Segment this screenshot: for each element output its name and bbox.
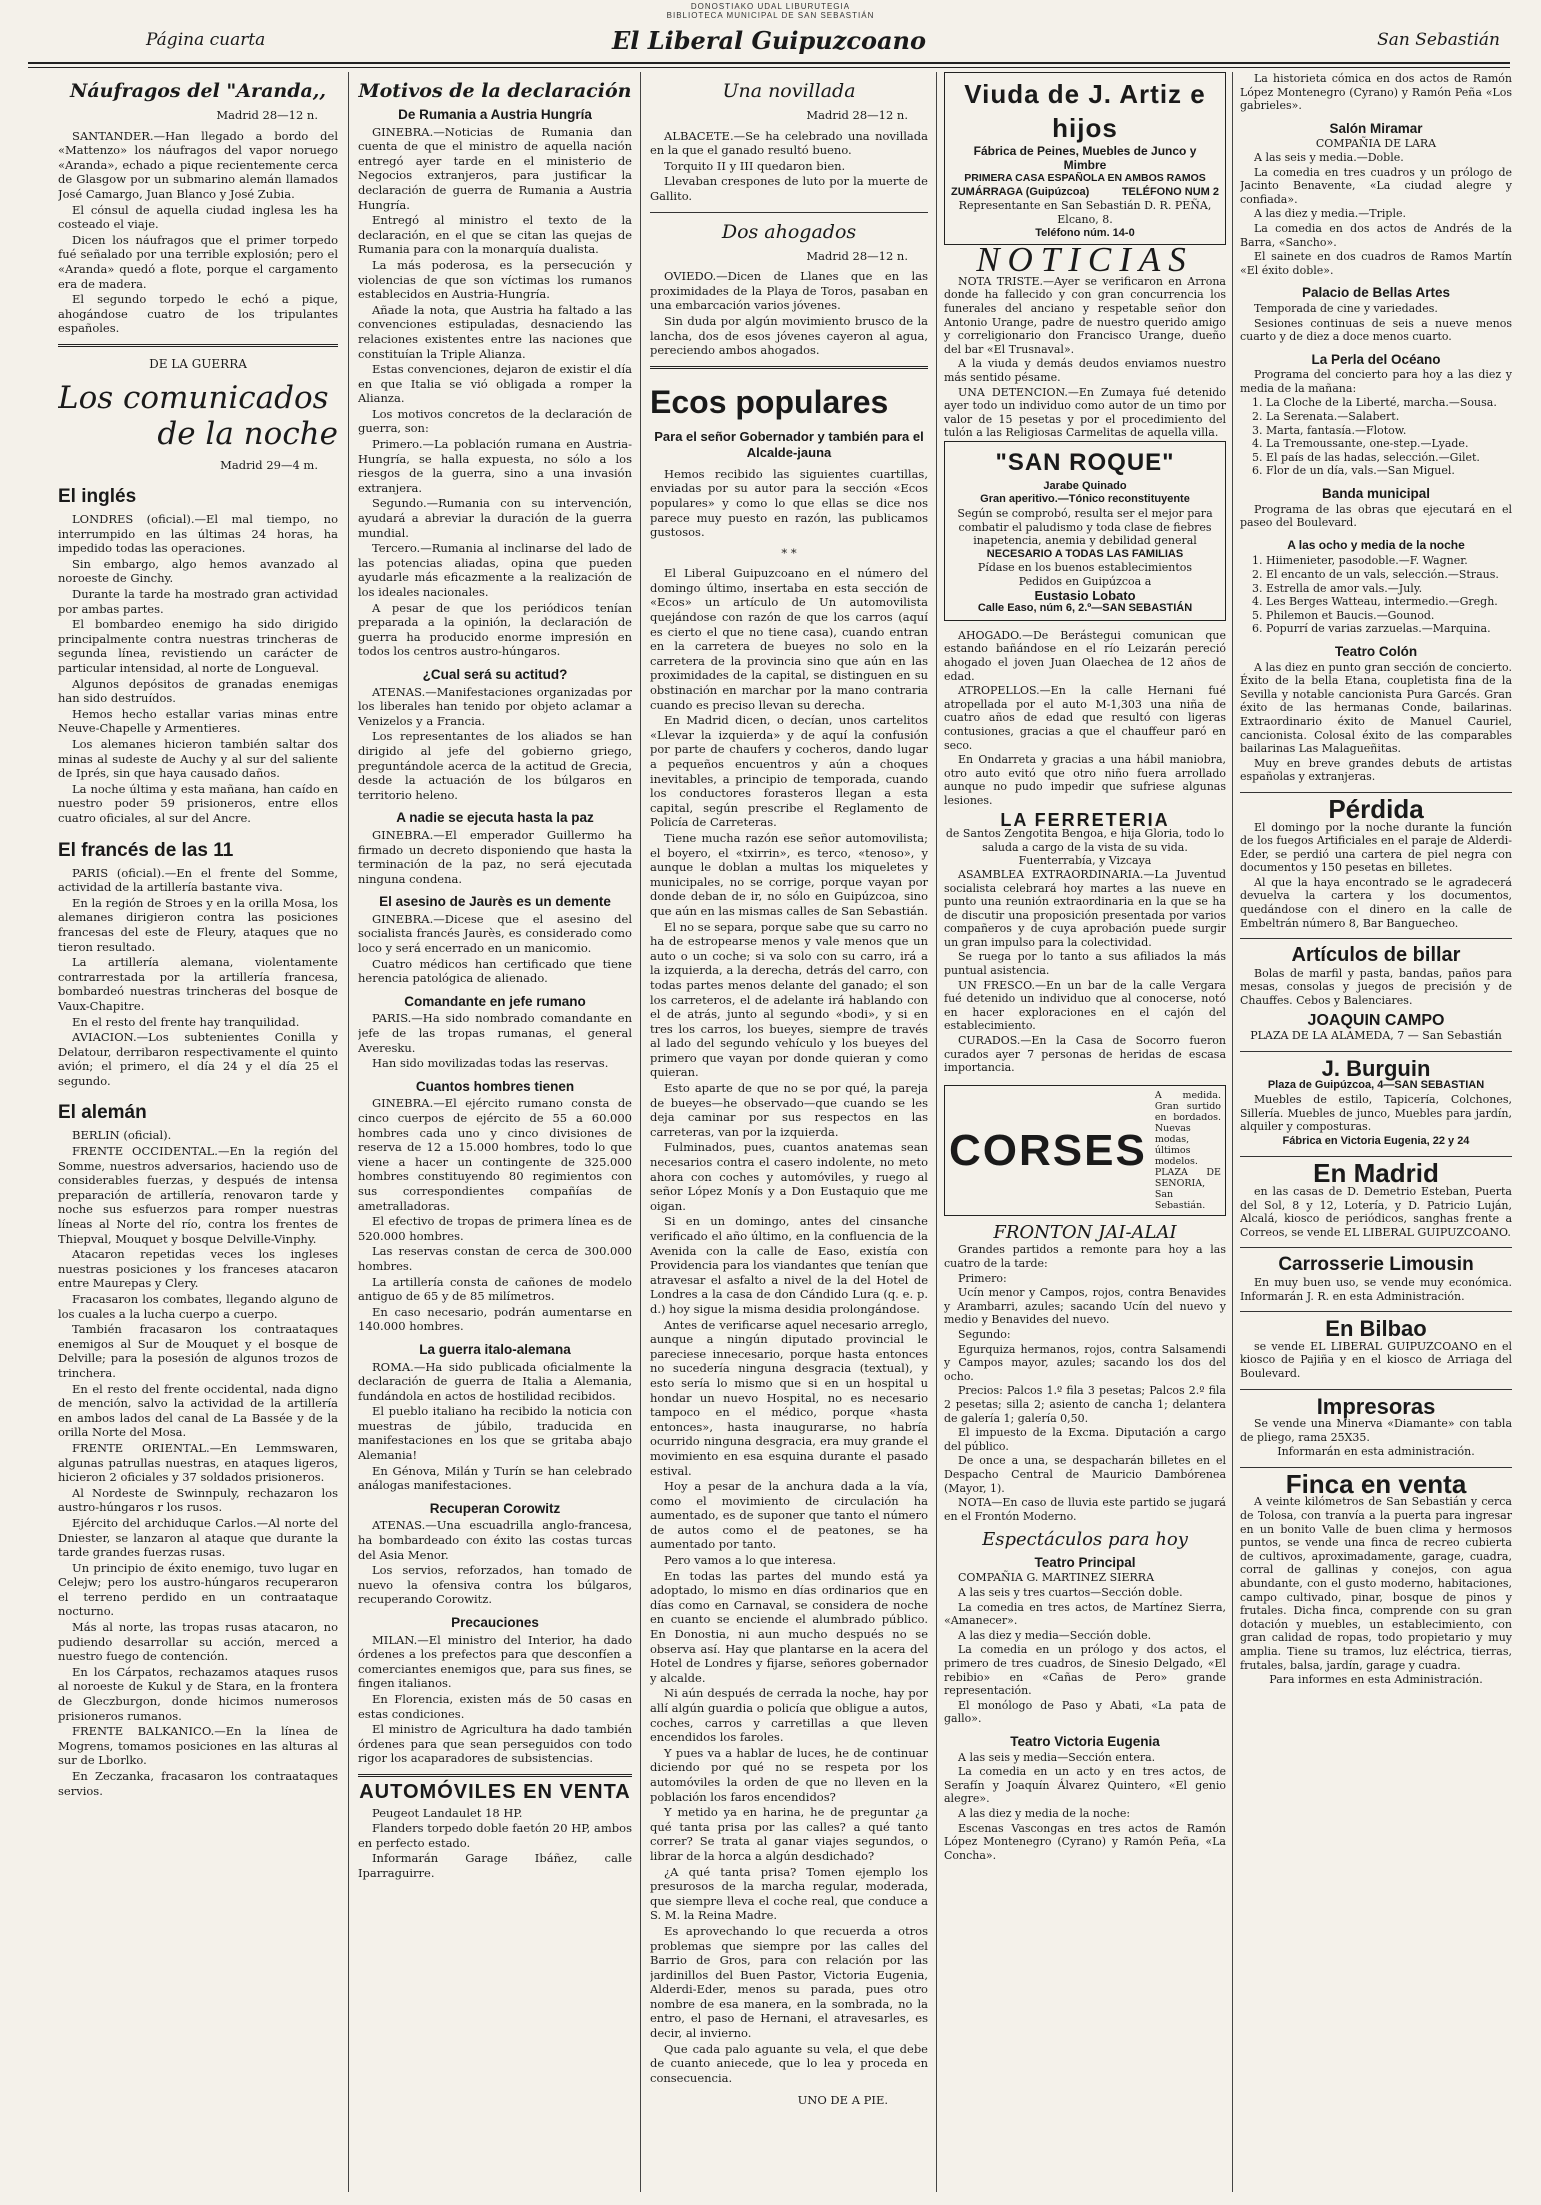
paragraph: COMPAÑIA G. MARTINEZ SIERRA [958, 1571, 1155, 1585]
ad-line: ZUMÁRRAGA (Guipúzcoa) [951, 185, 1090, 198]
paragraph: A las diez en punto gran sección de concierto. Éxito de la bella Etana, coupletista fina de la Sevilla y notable cancionista Pura Garcés. Gran éxito de las hermanas Conde, bailarinas. Extraordinario éxito de Manuel Cauriel, cancionista. Colosal éxito de las comparables bailarinas Las Malagueñitas. [1240, 660, 1512, 756]
ad-joaquin-title: JOAQUIN CAMPO [1307, 1011, 1445, 1029]
ad-line: Teléfono núm. 14-0 [1035, 226, 1135, 239]
paragraph: En Madrid dicen, o decían, unos cartelitos «Llevar la izquierda» y de aquí la confusión por parte de chaufers y cocheros, dando lugar a pequeños encuentros y aún a choques inevitables, a principio de temporada, cuando los conductores forasteros llegan a esta capital, según prescribe el Reglamento de Policía de Carreteras. [650, 713, 928, 830]
paragraph: Los servios, reforzados, han tomado de nuevo la ofensiva contra los búlgaros, recuperando Corowitz. [358, 1563, 632, 1607]
paragraph: FRENTE BALKANICO.—En la línea de Mogrens, tomamos posiciones en las alturas al sur de Lborlko. [58, 1724, 338, 1768]
paragraph: Y metido ya en harina, he de preguntar ¿a qué tanta prisa por las calles? a qué tanto correr? Se trata al ganar viajes segundos, o librar de la horca a algún desdichado? [650, 1805, 928, 1863]
paragraph: Muebles de estilo, Tapicería, Colchones, Sillería. Muebles de junco, Muebles para jardín, alquiler y composturas. [1240, 1093, 1512, 1134]
subhead: De Rumania a Austria Hungría [398, 107, 592, 122]
masthead [28, 24, 1510, 56]
paragraph: se vende EL LIBERAL GUIPUZCOANO en el kiosco de Pajiña y en el kiosco de Arriaga del Boulevard. [1240, 1339, 1512, 1380]
separator [650, 212, 928, 213]
paragraph: ATENAS.—Una escuadrilla anglo-francesa, ha bombardeado con éxito las costas turcas del Asia Menor. [358, 1518, 632, 1562]
ad-line: Calle Easo, núm 6, 2.º—SAN SEBASTIÁN [977, 602, 1193, 615]
ad-corses [944, 1085, 1226, 1216]
paragraph: La comedia en tres actos, de Martínez Sierra, «Amanecer». [944, 1600, 1226, 1628]
column-5 [1240, 72, 1512, 2192]
paragraph: En el resto del frente hay tranquilidad. [72, 1014, 300, 1029]
ad-madrid-title: En Madrid [1313, 1158, 1439, 1189]
paragraph: Hoy a pesar de la anchura dada a la vía, como el movimiento de circulación ha aumentado, es de suponer que tanto el número de autos como el de peatones, se ha aumentado por tanto. [650, 1479, 928, 1552]
paragraph: ASAMBLEA EXTRAORDINARIA.—La Juventud socialista celebrará hoy martes a las nueve en punto una reunión extraordinaria en la que se ha de discutir una proposición presentada por varios compañeros y de cuya aprobación puede surgir un gran impulso para la colectividad. [944, 867, 1226, 949]
paragraph: LONDRES (oficial).—El mal tiempo, no interrumpido en las últimas 24 horas, ha impedido todas las operaciones. [58, 512, 338, 556]
paragraph: Cuatro médicos han certificado que tiene herencia patológica de alienado. [358, 956, 632, 986]
headline-ahogados: Dos ahogados [721, 220, 857, 243]
ad-line: Plaza de Guipúzcoa, 4—SAN SEBASTIAN [1267, 1079, 1485, 1092]
column-3 [650, 72, 928, 2192]
dateline: Madrid 28—12 n. [806, 108, 908, 122]
paragraph: El Liberal Guipuzcoano en el número del domingo último, insertaba en esta sección de «Ecos» un artículo de Un automovilista quejándose con razón de que los carros (aquí es cierto el que no tiene casa), cuando entran en la carretera de bueyes no solo en la carretera de la provincia sino que aún en las proximidades de la capital, se distinguen en su obstinación en marchar por la mano contraria cuando es preciso llevan su derecha. [650, 566, 928, 712]
paragraph: En la región de Stroes y en la orilla Mosa, los alemanes dirigieron contra las posiciones francesas del este de Fleury, ataques que no tieron resultado. [58, 895, 338, 954]
column-1 [58, 72, 338, 2192]
dateline: Madrid 29—4 m. [220, 457, 318, 472]
paragraph: Y pues va a hablar de luces, he de continuar diciendo por qué no se respeta por los automóviles la orden de que no lleven en la población los faros encendidos? [650, 1745, 928, 1804]
program-list [1240, 554, 1512, 636]
paragraph: Tercero.—Rumania al inclinarse del lado de las potencias aliadas, opina que pueden ayudarle más eficazmente a la realización de los ideales nacionales. [358, 541, 632, 599]
program-list [1240, 396, 1512, 478]
paragraph: Segundo: [958, 1327, 1011, 1341]
paragraph: El ministro de Agricultura ha dado también órdenes para que sean perseguidos con todo rigor los acaparadores de subsistencias. [358, 1722, 632, 1766]
newspaper-title: El Liberal Guipuzcoano [611, 26, 927, 55]
masthead-city: San Sebastián [1377, 30, 1500, 50]
signature: UNO DE A PIE. [797, 2093, 888, 2108]
paragraph: ALBACETE.—Se ha celebrado una novillada en la que el ganado resultó bueno. [650, 128, 928, 158]
paragraph: FRENTE ORIENTAL.—En Lemmswaren, algunas patrullas nuestras, en ataques ligeros, hicieron 2 oficiales y 37 soldados prisioneros. [58, 1440, 338, 1485]
ad-billar-title: Artículos de billar [1291, 944, 1461, 967]
separator [1240, 792, 1512, 793]
paragraph: Ni aún después de cerrada la noche, hay por allí algún guardia o policía que obligue a autos, coches, carros y carretillas a que lleven encendidos los faroles. [650, 1686, 928, 1745]
subhead: Para el señor Gobernador y también para el Alcalde-jauna [654, 428, 924, 460]
paragraph: ATENAS.—Manifestaciones organizadas por los liberales han tenido por objeto aclamar a Venizelos y a Francia. [358, 684, 632, 728]
paragraph: La comedia en tres cuadros y un prólogo de Jacinto Benavente, «La ciudad alegre y confiada». [1240, 165, 1512, 206]
ad-san-roque [944, 441, 1226, 621]
ad-line: Informarán Garage Ibáñez, calle Iparraguirre. [358, 1851, 632, 1880]
list-item: 6. Flor de un día, vals.—San Miguel. [1266, 464, 1512, 478]
separator [1240, 1389, 1512, 1390]
list-item: 6. Popurrí de varias zarzuelas.—Marquina. [1266, 622, 1512, 636]
headline-comunicados-2: de la noche [157, 415, 338, 452]
paragraph: GINEBRA.—Noticias de Rumania dan cuenta de que el ministro de aquella nación entregó ayer tarde en el ministerio de Negocios extranjeros, para justificar la declaración de guerra de Rumania a Austria Hungría. [358, 124, 632, 212]
paragraph: En el resto del frente occidental, nada digno de mención, salvo la actividad de la artillería en ambos lados del canal de La Bassée y de la orilla Norte del Mosa. [58, 1381, 338, 1440]
subhead: ¿Cual será su actitud? [422, 666, 568, 682]
masthead-rule [28, 62, 1510, 68]
headline-motivos: Motivos de la declaración [358, 80, 632, 102]
paragraph: Pero vamos a lo que interesa. [664, 1553, 837, 1568]
paragraph: Añade la nota, que Austria ha faltado a las convenciones estipuladas, desnaciendo las relaciones existentes entre las naciones que constituían la Triple Alianza. [358, 302, 632, 361]
paragraph: Torquito II y III quedaron bien. [664, 158, 846, 173]
paragraph: GINEBRA.—El emperador Guillermo ha firmado un decreto disponiendo que hasta la terminación de la paz, no será ejecutada ninguna condena. [358, 827, 632, 886]
paragraph: NOTA—En caso de lluvia este partido se jugará en el Frontón Moderno. [944, 1496, 1226, 1523]
paragraph: A pesar de que los periódicos tenían preparada a la opinión, la declaración de guerra ha producido enorme impresión en todos los centros austro-húngaros. [358, 600, 632, 659]
ad-line: PLAZA DE LA ALAMEDA, 7 — San Sebastián [1250, 1029, 1502, 1043]
paragraph: UN FRESCO.—En un bar de la calle Vergara fué detenido un individuo que al conocerse, notó en hacer exploraciones en el cajón del establecimiento. [944, 978, 1226, 1033]
paragraph: Escenas Vascongas en tres actos de Ramón López Montenegro (Cyrano) y Ramón Peña, «La Concha». [944, 1821, 1226, 1862]
paragraph: Los motivos concretos de la declaración de guerra, son: [358, 406, 632, 436]
column-2 [358, 72, 632, 2192]
paragraph: Se ruega por lo tanto a sus afiliados la más puntual asistencia. [944, 950, 1226, 978]
column-rule [936, 72, 937, 2192]
paragraph: Antes de verificarse aquel necesario arreglo, aunque a ningún diputado provincial le pareciese innecesario, porque hasta entonces no sucedería ninguna desgracia (textual), y esto sería lo mismo que si en un hospital u hondar un nuevo Hospital, no es necesario tampoco en el médico, porque «hasta entonces», hasta inaugurarse, no habría ocurrido ninguna desgracia, era muy grande el movimiento en esa esquina durante el pasado estival. [650, 1317, 928, 1478]
paragraph: UNA DETENCION.—En Zumaya fué detenido ayer todo un individuo como autor de un timo por valor de 15 pesetas y por el procedimiento del tulón a las Religiosas Carmelitas de aquella villa. [944, 385, 1226, 440]
paragraph: El pueblo italiano ha recibido la noticia con muestras de júbilo, traducida en manifestaciones en los que se gritaba abajo Alemania! [358, 1404, 632, 1463]
ad-line: Jarabe Quinado [1043, 479, 1127, 492]
ad-line: TELÉFONO NUM 2 [1121, 185, 1219, 198]
ad-carrosserie-title: Carrosserie Limousin [1278, 1254, 1474, 1276]
separator [1240, 1311, 1512, 1312]
subhead: Teatro Colón [1334, 643, 1418, 659]
library-stamp-line2: BIBLIOTECA MUNICIPAL DE SAN SEBASTIÁN [666, 11, 875, 20]
ad-line: Eustasio Lobato [1034, 587, 1136, 603]
paragraph: En caso necesario, podrán aumentarse en 140.000 hombres. [358, 1304, 632, 1334]
subhead: Cuantos hombres tienen [415, 1078, 575, 1094]
paragraph: A veinte kilómetros de San Sebastián y cerca de Tolosa, con tranvía a la puerta para ingresar en un bonito Valle de buen clima y hermosos puntos, se vende una finca de recreo cubierta de cultivos, aproximadamente, garage, cuadra, corral de gallinas y conejos, con agua abundante, con el gusto moderno, habitaciones, campo cultivado, pinar, bosque de pinos y frutales. Dicha finca, comprende con su gran dotación y muebles, un establecimiento, con gran calidad de ropas, todo propietario y muy amplia. Tiene su tramos, luz eléctrica, tierras, frutales, balsa, jardín, garage y cuadra. [1240, 1495, 1512, 1672]
separator [358, 1774, 632, 1777]
paragraph: Los alemanes hicieron también saltar dos minas al sudeste de Auchy y al sur del saliente de Iprés, sin que haya causado daños. [58, 737, 338, 781]
paragraph: Temporada de cine y variedades. [1254, 301, 1438, 315]
ad-line: NECESARIO A TODAS LAS FAMILIAS [986, 547, 1184, 560]
list-item: 3. Estrella de amor vals.—July. [1266, 582, 1512, 596]
ad-title: Viuda de J. Artiz e hijos [964, 79, 1206, 143]
ad-line: Informarán en esta administración. [1277, 1445, 1475, 1459]
paragraph: en las casas de D. Demetrio Esteban, Puerta del Sol, 8 y 12, Lotería, y D. Patricio Luján, Alcalá, kiosco de periódicos, sanghas frente a Correos, se vende EL LIBERAL GUIPUZCOANO. [1240, 1184, 1512, 1239]
paragraph: El no se separa, porque sabe que su carro no ha de estropearse menos y vale menos que un auto o un coche; si va solo con su carro, irá a la izquierda, a la derecha, detrás del carro, con todas partes menos delante del ganado; el son los carreteros, el de adelante irá hablando con el de atrás, junto al segundo «bodi», y si en tres los carros, los bueyes, siempre de través al lado del segundo vehículo y los bueyes del primero que vayan por donde quieran y como quieran. [650, 919, 928, 1080]
ad-line: Flanders torpedo doble faetón 20 HP, ambos en perfecto estado. [358, 1821, 632, 1850]
paragraph: Segundo.—Rumania con su intervención, ayudará a abreviar la duración de la guerra mundial. [358, 496, 632, 540]
paragraph: NOTA TRISTE.—Ayer se verificaron en Arrona donde ha fallecido y con gran concurrencia los funerales del anciano y respetable señor don Antonio Urange, padre de nuestro querido amigo y correligionario don Francisco Urange, dueño del bar «El Trusnaval». [944, 274, 1226, 356]
paragraph: OVIEDO.—Dicen de Llanes que en las proximidades de la Playa de Toros, pasaban en una embarcación varios jóvenes. [650, 269, 928, 313]
subhead: Precauciones [451, 1615, 539, 1630]
list-item: 1. Hiimenieter, pasodoble.—F. Wagner. [1266, 554, 1512, 568]
paragraph: AHOGADO.—De Berástegui comunican que estando bañándose en el río Leizarán pereció ahogado el joven Juan Olaechea de 12 años de edad. [944, 628, 1226, 683]
paragraph: La comedia en un prólogo y dos actos, el primero de tres cuadros, de Sinesio Delgado, «El rebibio» en «Cañas de Pero» grande representación. [944, 1643, 1226, 1698]
paragraph: Atacaron repetidas veces los ingleses nuestras posiciones y los franceses atacaron entre Maurepas y Clery. [58, 1247, 338, 1291]
paragraph: A la viuda y demás deudos enviamos nuestro más sentido pésame. [944, 357, 1226, 384]
paragraph: El impuesto de la Excma. Diputación a cargo del público. [944, 1426, 1226, 1453]
paragraph: A las seis y media.—Doble. [1254, 150, 1404, 164]
section-ingles: El inglés [58, 486, 137, 508]
list-item: 4. La Tremoussante, one-step.—Lyade. [1266, 437, 1512, 451]
paragraph: En Zeczanka, fracasaron los contraataques servios. [58, 1769, 338, 1798]
paragraph: Tiene mucha razón ese señor automovilista; el boyero, el «txirrin», es terco, «tenoso», y aunque le doblan a multas los miqueletes y municipales, no se corrige, porque vayan por donde deban de ir, no sólo en Guipúzcoa, sino que aún en las mismas calles de San Sebastián. [650, 830, 928, 918]
paragraph: El sainete en dos cuadros de Ramos Martín «El éxito doble». [1240, 250, 1512, 277]
paragraph: PARIS.—Ha sido nombrado comandante en jefe de las tropas rumanas, el general Averesku. [358, 1011, 632, 1055]
paragraph: Llevaban crespones de luto por la muerte de Gallito. [650, 174, 928, 203]
subhead: Recuperan Corowitz [429, 1500, 561, 1516]
headline-noticias: NOTICIAS [976, 240, 1194, 280]
ad-bilbao-title: En Bilbao [1325, 1316, 1427, 1342]
subhead: El asesino de Jaurès es un demente [379, 894, 611, 910]
section-kicker: DE LA GUERRA [149, 356, 247, 371]
paragraph: Al que la haya encontrado se le agradecerá devuelva la cartera y los documentos, quedándose con el dinero en la calle de Embeltrán número 8, Bar Banguecheo. [1240, 875, 1512, 930]
column-4 [944, 72, 1226, 2192]
subhead: A nadie se ejecuta hasta la paz [396, 810, 594, 826]
headline-espectaculos: Espectáculos para hoy [982, 1529, 1188, 1551]
list-item: 5. Philemon et Baucis.—Gounod. [1266, 609, 1512, 623]
headline-ecos-populares: Ecos populares [650, 383, 889, 420]
paragraph: En Génova, Milán y Turín se han celebrado análogas manifestaciones. [358, 1463, 632, 1493]
ad-title: "SAN ROQUE" [995, 448, 1175, 476]
headline-naufragos: Náufragos del "Aranda,, [69, 80, 327, 102]
ad-perdida-title: Pérdida [1328, 793, 1424, 824]
subhead: Banda municipal [1321, 486, 1431, 502]
ad-line: Fábrica en Victoria Eugenia, 22 y 24 [1282, 1134, 1470, 1147]
paragraph: En los Cárpatos, rechazamos ataques rusos al noroeste de Kukul y de Stara, en la frontera de Gleczburgon, donde hicimos numerosos prisioneros rumanos. [58, 1664, 338, 1723]
subhead: Teatro Victoria Eugenia [1010, 1734, 1160, 1749]
paragraph: La comedia en un acto y en tres actos, de Serafín y Joaquín Álvarez Quintero, «El genio alegre». [944, 1765, 1226, 1806]
dateline: Madrid 28—12 n. [806, 248, 908, 263]
paragraph: Dicen los náufragos que el primer torpedo fué señalado por una terrible explosión; pero el «Aranda» quedó a flote, porque el cargamento era de madera. [58, 232, 338, 291]
ad-line: A medida. Gran surtido en bordados. Nuevas modas, últimos modelos. PLAZA DE SENORIA, San Sebastián. [1154, 1089, 1221, 1211]
paragraph: Esto aparte de que no se por qué, la pareja de bueyes—he observado—que cuando se les deja caminar por sus respectos en las carreteras, van por la izquierda. [650, 1081, 928, 1139]
paragraph: Fracasaron los combates, llegando alguno de los cuales a la lucha cuerpo a cuerpo. [58, 1292, 338, 1321]
section-aleman: El alemán [58, 1102, 147, 1124]
paragraph: Un principio de éxito enemigo, tuvo lugar en Celejw; pero los austro-húngaros recuperaron el terreno perdido en un contraataque nocturno. [58, 1560, 338, 1619]
paragraph: El segundo torpedo le echó a pique, ahogándose cuatro de los tripulantes españoles. [58, 292, 338, 336]
paragraph: Sin duda por algún movimiento brusco de la lancha, dos de esos jóvenes cayeron al agua, pereciendo ambos ahogados. [650, 313, 928, 358]
ad-line: Representante en San Sebastián D. R. PEÑA, Elcano, 8. [958, 199, 1212, 226]
paragraph: Si en un domingo, antes del cinsanche verificado el año último, en la confluencia de la Avenida con la calle de Easo, existía con Providencia para los viandantes que tenían que atravesar el asfalto a nivel de la del Hotel de Londres a la casa de don Cándido Lura (q. e. p. d.) hoy sigue la misma desidia prolongándose. [650, 1214, 928, 1316]
ad-line: Pídase en los buenos establecimientos [977, 561, 1193, 575]
paragraph: FRENTE OCCIDENTAL.—En la región del Somme, nuestros adversarios, haciendo uso de considerables fuerzas, y después de intensa preparación de artillería, renovaron tarde y noche sus esfuerzos para romper nuestras líneas al Norte del río, contra los frentes de Thiepval, Mouquet y bosque Delville-Vinphy. [58, 1144, 338, 1246]
paragraph: También fracasaron los contraataques enemigos al Sur de Mouquet y el bosque de Delville; para la posesión de algunos trozos de trinchera. [58, 1322, 338, 1380]
paragraph: Es aprovechando lo que recuerda a otros problemas que siempre por las calles del Barrio de Gros, para con relación por las jardinillos del Buen Pastor, Victoria Eugenia, Alderdi-Eder, menos su parada, pues otro nombre de esa manera, en la sombrada, no la entro, el paso de Hernani, el atravesarles, es decir, al invierno. [650, 1923, 928, 2041]
paragraph: Primero: [958, 1271, 1007, 1285]
paragraph: SANTANDER.—Han llegado a bordo del «Mattenzo» los náufragos del vapor noruego «Aranda», echado a pique recientemente cerca de Glasgow por un submarino alemán llamados José Camargo, Juan Blanco y José Zubia. [58, 128, 338, 201]
paragraph: Hemos recibido las siguientes cuartillas, enviadas por su autor para la sección «Ecos populares» y como lo que ellas se dice nos parece muy puesto en razón, las publicamos gustosos. [650, 466, 928, 540]
paragraph: MILAN.—El ministro del Interior, ha dado órdenes a los prefectos para que desconfíen a comerciantes enemigos que, para sus fines, se fingen italianos. [358, 1632, 632, 1691]
paragraph: Al Nordeste de Swinnpuly, rechazaron los austro-húngaros r los rusos. [58, 1485, 338, 1515]
paragraph: BERLIN (oficial). [72, 1128, 172, 1143]
subhead: La Perla del Océano [1311, 351, 1441, 367]
paragraph: En todas las partes del mundo está ya adoptado, lo mismo en días ordinarios que en días como en Carnaval, se considera de noche en cuanto se enciende el alumbrado público. En Donostia, ni aun mucho después no se observa así. Hay que plantarse en la acera del Hotel de Londres y fijarse, señores gobernador y alcalde. [650, 1568, 928, 1685]
paragraph: El efectivo de tropas de primera línea es de 520.000 hombres. [358, 1214, 632, 1243]
paragraph: Programa de las obras que ejecutará en el paseo del Boulevard. [1240, 502, 1512, 530]
ad-ferreteria-title: LA FERRETERIA [1000, 809, 1170, 830]
separator [1240, 938, 1512, 939]
paragraph: Más al norte, las tropas rusas atacaron, no pudiendo desarrollar su acción, merced a nuestro fuego de contención. [58, 1620, 338, 1664]
paragraph: El cónsul de aquella ciudad inglesa les ha costeado el viaje. [58, 202, 338, 232]
paragraph: Entregó al ministro el texto de la declaración, en el que se citan las quejas de Rumania para con la monarquía dualista. [358, 213, 632, 257]
list-item: 3. Marta, fantasía.—Flotow. [1266, 424, 1512, 438]
separator [1240, 1156, 1512, 1157]
section-frances: El francés de las 11 [58, 839, 234, 861]
dateline: Madrid 28—12 n. [216, 108, 318, 122]
paragraph: La artillería consta de cañones de modelo antiguo de 65 y de 85 milímetros. [358, 1274, 632, 1304]
paragraph: A las diez y media—Sección doble. [958, 1628, 1152, 1642]
separator [1240, 1467, 1512, 1468]
paragraph: ¿A qué tanta prisa? Tomen ejemplo los presurosos de la marcha regular, moderada, que siempre lleva el coche real, que conduce a S. M. la Reina Madre. [650, 1864, 928, 1923]
ad-line: Según se comprobó, resulta ser el mejor para combatir el paludismo y toda clase de fiebres inapetencia, anemia y debilidad general [957, 507, 1213, 548]
ad-automoviles-title: AUTOMÓVILES EN VENTA [359, 1780, 631, 1803]
paragraph: Los representantes de los aliados se han dirigido al jefe del gobierno griego, preguntándole acerca de la actitud de Grecia, desde la actuación de los búlgaros en territorio heleno. [358, 729, 632, 802]
separator [58, 344, 338, 347]
subhead: Palacio de Bellas Artes [1301, 285, 1451, 301]
paragraph: En Florencia, existen más de 50 casas en estas condiciones. [358, 1691, 632, 1721]
paragraph: Fulminados, pues, cuantos anatemas sean necesarios contra el casero indolente, no meto ahora con coches y automóviles, y ruego al señor López Monís y a Don Eustaquio que me oigan. [650, 1140, 928, 1213]
library-stamp-line1: DONOSTIAKO UDAL LIBURUTEGIA [690, 2, 851, 11]
paragraph: A las diez y media de la noche: [958, 1806, 1131, 1820]
list-item: 4. Les Berges Watteau, intermedio.—Gregh. [1266, 595, 1512, 609]
page-number: Página cuarta [146, 30, 266, 50]
ad-line: PRIMERA CASA ESPAÑOLA EN AMBOS RAMOS [964, 172, 1206, 185]
paragraph: Ucín menor y Campos, rojos, contra Benavides y Arambarri, azules; sacando Ucín del nuevo y medio y Benavides del nuevo. [944, 1286, 1226, 1327]
paragraph: Han sido movilizadas todas las reservas. [372, 1056, 609, 1071]
paragraph: El monólogo de Paso y Abati, «La pata de gallo». [944, 1698, 1226, 1726]
paragraph: Algunos depósitos de granadas enemigas han sido destruídos. [58, 676, 338, 706]
headline-fronton: FRONTON JAI-ALAI [993, 1221, 1177, 1243]
column-rule [1232, 72, 1233, 2192]
paragraph: PARIS (oficial).—En el frente del Somme, actividad de la artillería bastante viva. [58, 865, 338, 895]
paragraph: La comedia en dos actos de Andrés de la Barra, «Sancho». [1240, 221, 1512, 249]
paragraph: A las seis y tres cuartos—Sección doble. [958, 1586, 1183, 1600]
paragraph: En Ondarreta y gracias a una hábil maniobra, otro auto evitó que otro niño fuera arrollado aunque no pudo impedir que sufriese algunas lesiones. [944, 753, 1226, 807]
paragraph: Primero.—La población rumana en Austria-Hungría, se halla expuesta, no sólo a los riesgos de la guerra, sino a una invasión extranjera. [358, 437, 632, 495]
subhead: A las ocho y media de la noche [1287, 537, 1465, 552]
paragraph: Durante la tarde ha mostrado gran actividad por ambas partes. [58, 587, 338, 616]
ad-line: Fábrica de Peines, Muebles de Junco y Mimbre [973, 144, 1197, 172]
library-stamp [0, 2, 1541, 20]
paragraph: Que cada palo aguante su vela, el que debe de cuanto aniecede, que lo lea y proceda en consecuencia. [650, 2041, 928, 2085]
list-item: 2. La Serenata.—Salabert. [1266, 410, 1512, 424]
headline-novillada: Una novillada [722, 80, 856, 102]
subhead: Salón Miramar [1329, 120, 1423, 136]
paragraph: COMPAÑIA DE LARA [1315, 137, 1437, 151]
separator [1240, 1051, 1512, 1052]
paragraph: A las diez y media.—Triple. [1254, 207, 1406, 221]
paragraph: Bolas de marfil y pasta, bandas, paños para mesas, consolas y juegos de precisión y de Chauffes. Cebos y Balenciares. [1240, 966, 1512, 1008]
subhead: La guerra italo-alemana [419, 1341, 571, 1357]
paragraph: Muy en breve grandes debuts de artistas españolas y extranjeras. [1240, 756, 1512, 784]
paragraph: La artillería alemana, violentamente contrarrestada por la artillería francesa, bombardeó nuestras trincheras del bosque de Vaux-Chapitre. [58, 955, 338, 1013]
paragraph: Hemos hecho estallar varias minas entre Neuve-Chapelle y Armentieres. [58, 706, 338, 736]
paragraph: De once a una, se despacharán billetes en el Despacho Central de Mauricio Dambórenea (Mayor, 1). [944, 1454, 1226, 1495]
paragraph: El bombardeo enemigo ha sido dirigido principalmente contra nuestras trincheras de segunda línea, revistiendo un carácter de particular intensidad, al norte de Longueval. [58, 617, 338, 676]
paragraph: GINEBRA.—Dicese que el asesino del socialista francés Jaurès, es considerado como loco y será encerrado en un manicomio. [358, 911, 632, 956]
paragraph: ROMA.—Ha sido publicada oficialmente la declaración de guerra de Italia a Alemania, fundándola en actos de hostilidad recibidos. [358, 1359, 632, 1403]
ad-line: Peugeot Landaulet 18 HP. [372, 1805, 523, 1820]
paragraph: GINEBRA.—El ejército rumano consta de cinco cuerpos de ejército de 55 a 60.000 hombres cada uno y cinco divisiones de reserva de 12 a 15.000 hombres, todo lo que viene a hacer un contingente de 325.000 hombres constituyendo 80 regimientos con sus correspondientes compañías de ametralladoras. [358, 1096, 632, 1213]
ad-viuda-artiz [944, 72, 1226, 245]
subhead: Teatro Principal [1034, 1554, 1136, 1570]
ad-title: CORSES [949, 1125, 1147, 1175]
column-rule [348, 72, 349, 2192]
paragraph: El domingo por la noche durante la función de los fuegos Artificiales en el paraje de Alderdi-Eder, se perdió una cartera de piel negra con documentos y 150 pesetas en billetes. [1240, 820, 1512, 875]
ad-line: Gran aperitivo.—Tónico reconstituyente [980, 493, 1190, 506]
paragraph: Sesiones continuas de seis a nueve menos cuarto y de diez a doce menos cuarto. [1240, 316, 1512, 344]
paragraph: La más poderosa, es la persecución y violencias de que son víctimas los rumanos establecidos en Austria-Hungría. [358, 257, 632, 302]
paragraph: Egurquiza hermanos, rojos, contra Salsamendi y Campos mayor, azules; sacando los dos del ocho. [944, 1342, 1226, 1383]
paragraph: Programa del concierto para hoy a las diez y media de la mañana: [1240, 368, 1512, 395]
list-item: 5. El país de las hadas, selección.—Gilet. [1266, 451, 1512, 465]
paragraph: Las reservas constan de cerca de 300.000 hombres. [358, 1244, 632, 1273]
subhead: Comandante en jefe rumano [404, 993, 586, 1009]
ad-row [951, 186, 1219, 200]
ad-impresoras-title: Impresoras [1316, 1393, 1436, 1419]
ad-burguin-title: J. Burguin [1321, 1055, 1431, 1081]
paragraph: CURADOS.—En la Casa de Socorro fueron curados ayer 7 personas de heridas de escasa importancia. [944, 1034, 1226, 1075]
separator [1240, 1247, 1512, 1248]
paragraph: La historieta cómica en dos actos de Ramón López Montenegro (Cyrano) y Ramón Peña «Los gabrieles». [1240, 72, 1512, 113]
paragraph: En muy buen uso, se vende muy económica. Informarán J. R. en esta Administración. [1240, 1275, 1512, 1303]
asterism: * * [781, 545, 797, 560]
paragraph: Estas convenciones, dejaron de existir el día en que Italia se vió obligada a romper la Alianza. [358, 362, 632, 406]
ad-line: Para informes en esta Administración. [1269, 1673, 1483, 1687]
paragraph: AVIACION.—Los subtenientes Conilla y Delatour, derribaron respectivamente el quinto avión; el primero, el día 24 y el día 25 el segundo. [58, 1030, 338, 1088]
paragraph: A las seis y media—Sección entera. [958, 1750, 1156, 1764]
paragraph: ATROPELLOS.—En la calle Hernani fué atropellada por el auto M-1,303 una niña de cuatro años de edad que resultó con ligeras contusiones, gracias a que el chauffeur paró en seco. [944, 684, 1226, 752]
paragraph: La noche última y esta mañana, han caído en nuestro poder 59 prisioneros, entre ellos cuatro oficiales, al sur del Ancre. [58, 781, 338, 825]
separator [650, 366, 928, 369]
paragraph: Ejército del archiduque Carlos.—Al norte del Dniester, se lanzaron al ataque que durante la tarde grandes fuerzas rusas. [58, 1515, 338, 1560]
list-item: 2. El encanto de un vals, selección.—Straus. [1266, 568, 1512, 582]
paragraph: Se vende una Minerva «Diamante» con tabla de pliego, rama 25X35. [1240, 1417, 1512, 1444]
ad-finca-title: Finca en venta [1285, 1468, 1467, 1499]
paragraph: Precios: Palcos 1.º fila 3 pesetas; Palcos 2.º fila 2 pesetas; silla 2; asiento de cancha 1; delantera de galería 1; galería 0,50. [944, 1384, 1226, 1425]
column-rule [640, 72, 641, 2192]
ad-line: de Santos Zengotita Bengoa, e hija Gloria, todo lo saluda a cargo de la vista de su vida. Fuenterrabía, y Vizcaya [945, 827, 1225, 868]
list-item: 1. La Cloche de la Liberté, marcha.—Sousa. [1266, 396, 1512, 410]
ad-line: Pedidos en Guipúzcoa a [1018, 575, 1152, 589]
headline-comunicados: Los comunicados [58, 379, 329, 416]
paragraph: Grandes partidos a remonte para hoy a las cuatro de la tarde: [944, 1243, 1226, 1270]
paragraph: Sin embargo, algo hemos avanzado al noroeste de Ginchy. [58, 556, 338, 586]
